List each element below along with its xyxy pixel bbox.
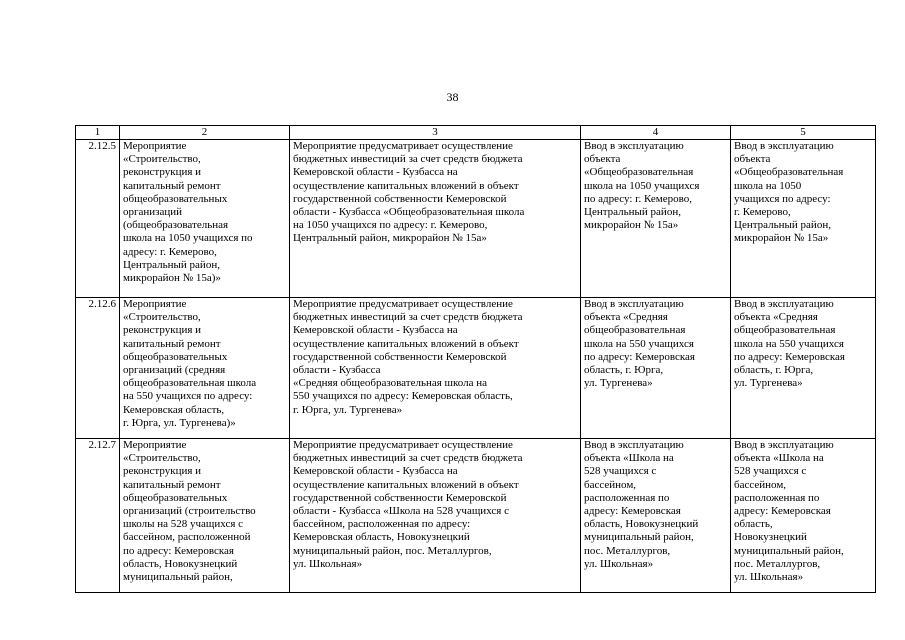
result-cell-col4: Ввод в эксплуатацию объекта «Средняя общеобразовательная школа на 550 учащихся по адресу: Кемеровская область, г. Юрга, ул. Тургенева»	[581, 298, 731, 439]
table-row	[76, 298, 876, 439]
page-number: 38	[446, 90, 459, 104]
description-cell: Мероприятие предусматривает осуществление бюджетных инвестиций за счет средств бюджета Кемеровской области - Кузбасса на осуществление капитальных вложений в объект государственной собственности Кемеровской области - Кузбасса «Школа на 528 учащихся с бассейном, расположенная по адресу: Кемеровская область, Новокузнецкий муниципальный район, пос. Металлургов, ул. Школьная»	[290, 439, 581, 593]
event-cell: Мероприятие «Строительство, реконструкция и капитальный ремонт общеобразовательных организаций (средняя общеобразовательная школа на 550 учащихся по адресу: Кемеровская область, г. Юрга, ул. Тургенева)»	[120, 298, 290, 439]
row-number: 2.12.5	[76, 140, 120, 298]
result-cell-col5: Ввод в эксплуатацию объекта «Средняя общеобразовательная школа на 550 учащихся по адресу: Кемеровская область, г. Юрга, ул. Тургенева»	[731, 298, 876, 439]
column-header-2: 2	[120, 126, 290, 140]
table-row	[76, 439, 876, 593]
column-header-5: 5	[731, 126, 876, 140]
description-cell: Мероприятие предусматривает осуществление бюджетных инвестиций за счет средств бюджета Кемеровской области - Кузбасса на осуществление капитальных вложений в объект государственной собственности Кемеровской области - Кузбасса «Общеобразовательная школа на 1050 учащихся по адресу: г. Кемерово, Центральный район, микрорайон № 15а»	[290, 140, 581, 298]
row-number: 2.12.6	[76, 298, 120, 439]
result-cell-col5: Ввод в эксплуатацию объекта «Общеобразовательная школа на 1050 учащихся по адресу: г. Кемерово, Центральный район, микрорайон № 15а»	[731, 140, 876, 298]
result-cell-col5: Ввод в эксплуатацию объекта «Школа на 528 учащихся с бассейном, расположенная по адресу: Кемеровская область, Новокузнецкий муниципальный район, пос. Металлургов, ул. Школьная»	[731, 439, 876, 593]
column-header-4: 4	[581, 126, 731, 140]
column-header-1: 1	[76, 126, 120, 140]
description-cell: Мероприятие предусматривает осуществление бюджетных инвестиций за счет средств бюджета Кемеровской области - Кузбасса на осуществление капитальных вложений в объект государственной собственности Кемеровской области - Кузбасса «Средняя общеобразовательная школа на 550 учащихся по адресу: Кемеровская область, г. Юрга, ул. Тургенева»	[290, 298, 581, 439]
table-row	[76, 140, 876, 298]
measures-table	[75, 125, 876, 593]
result-cell-col4: Ввод в эксплуатацию объекта «Общеобразовательная школа на 1050 учащихся по адресу: г. Кемерово, Центральный район, микрорайон № 15а»	[581, 140, 731, 298]
event-cell: Мероприятие «Строительство, реконструкция и капитальный ремонт общеобразовательных организаций (строительство школы на 528 учащихся с бассейном, расположенной по адресу: Кемеровская область, Новокузнецкий муниципальный район,	[120, 439, 290, 593]
result-cell-col4: Ввод в эксплуатацию объекта «Школа на 528 учащихся с бассейном, расположенная по адресу: Кемеровская область, Новокузнецкий муниципальный район, пос. Металлургов, ул. Школьная»	[581, 439, 731, 593]
row-number: 2.12.7	[76, 439, 120, 593]
event-cell: Мероприятие «Строительство, реконструкция и капитальный ремонт общеобразовательных организаций (общеобразовательная школа на 1050 учащихся по адресу: г. Кемерово, Центральный район, микрорайон № 15а)»	[120, 140, 290, 298]
column-header-3: 3	[290, 126, 581, 140]
table-header-row	[76, 126, 876, 140]
